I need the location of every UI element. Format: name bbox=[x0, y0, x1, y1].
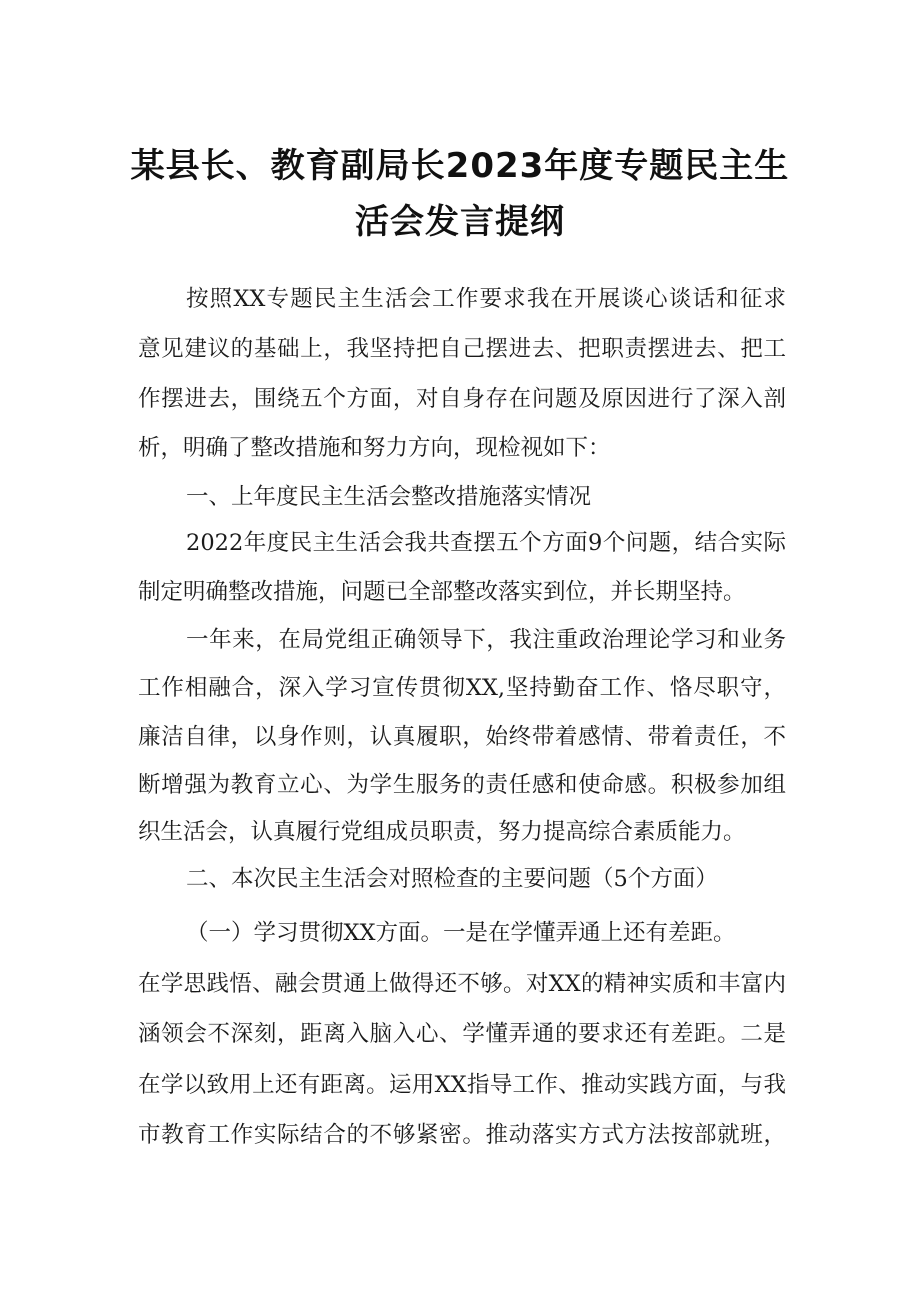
section-heading: 二、本次民主生活会对照检查的主要问题（5个方面） bbox=[186, 866, 718, 892]
paragraph-line: 意见建议的基础上，我坚持把自己摆进去、把职责摆进去、把工 bbox=[138, 336, 786, 362]
document-title-line-1: 某县长、教育副局长2023年度专题民主生 bbox=[130, 146, 790, 186]
paragraph-line: 在学思践悟、融会贯通上做得还不够。对XX的精神实质和丰富内 bbox=[138, 971, 786, 997]
section-heading: 一、上年度民主生活会整改措施落实情况 bbox=[186, 484, 592, 510]
paragraph-line: 作摆进去，围绕五个方面，对自身存在问题及原因进行了深入剖 bbox=[138, 386, 786, 412]
paragraph-line: 制定明确整改措施，问题已全部整改落实到位，并长期坚持。 bbox=[138, 579, 746, 605]
paragraph-line: 在学以致用上还有距离。运用XX指导工作、推动实践方面，与我 bbox=[138, 1072, 786, 1098]
paragraph-line: 织生活会，认真履行党组成员职责，努力提高综合素质能力。 bbox=[138, 819, 746, 845]
paragraph-line: 市教育工作实际结合的不够紧密。推动落实方式方法按部就班， bbox=[138, 1122, 786, 1148]
document-title-line-2: 活会发言提纲 bbox=[355, 202, 565, 242]
paragraph-line: 一年来，在局党组正确领导下，我注重政治理论学习和业务 bbox=[186, 627, 786, 653]
paragraph-line: 廉洁自律，以身作则，认真履职，始终带着感情、带着责任，不 bbox=[138, 724, 786, 750]
paragraph-line: 按照XX专题民主生活会工作要求我在开展谈心谈话和征求 bbox=[186, 286, 786, 312]
paragraph-line: 涵领会不深刻，距离入脑入心、学懂弄通的要求还有差距。二是 bbox=[138, 1021, 786, 1047]
paragraph-line: 析，明确了整改措施和努力方向，现检视如下： bbox=[138, 435, 611, 461]
paragraph-line: 断增强为教育立心、为学生服务的责任感和使命感。积极参加组 bbox=[138, 772, 786, 798]
paragraph-line: （一）学习贯彻XX方面。一是在学懂弄通上还有差距。 bbox=[186, 920, 736, 946]
paragraph-line: 工作相融合，深入学习宣传贯彻XX,坚持勤奋工作、恪尽职守， bbox=[138, 675, 786, 701]
paragraph-line: 2022年度民主生活会我共查摆五个方面9个问题，结合实际 bbox=[186, 530, 786, 556]
